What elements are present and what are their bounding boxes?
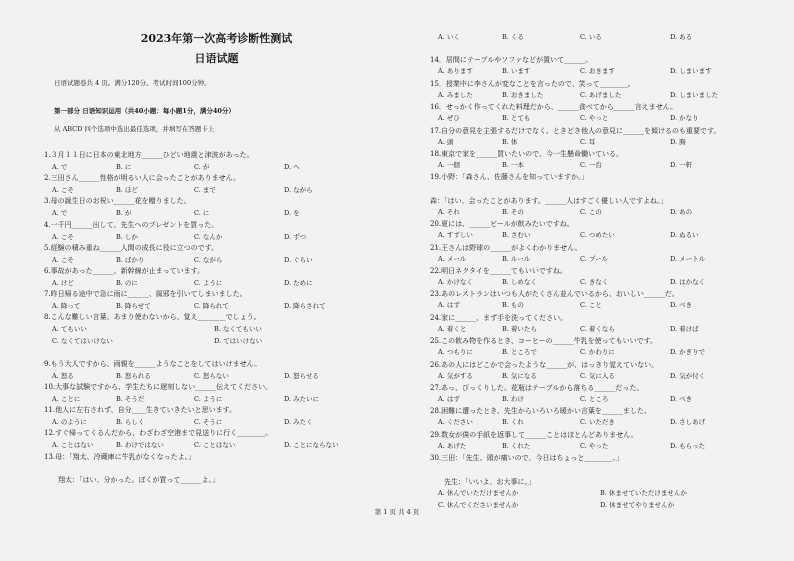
answer-option: D. しまいました (670, 90, 719, 99)
answer-option: C. いただき (580, 418, 615, 427)
question-text: 8.こんな難しい言葉、あまり使わないから、覚え________でしょう。 (44, 313, 261, 322)
answer-option: C. 気に入る (580, 371, 615, 380)
question-text: 9.もう大人ですから、両親を______ようなことをしてはいけません。 (44, 359, 262, 368)
answer-option: A. はず (438, 301, 460, 310)
answer-option: C. おきます (580, 67, 615, 76)
question-text: 29.数女が僕の手紙を返事して______ことはほとんどありません。 (430, 430, 638, 439)
answer-option: B. しめなく (502, 278, 537, 286)
question-text: 14．居間にテーブルやソファなどが置いて______。 (430, 56, 593, 65)
answer-option: B. います (502, 67, 531, 76)
answer-option: C. そうに (194, 418, 223, 427)
answer-option: B. ばかり (116, 255, 145, 264)
instruction: 从 ABCD 四个选项中选出最佳选项，并填写在答题卡上 (54, 125, 215, 133)
answer-option: A. メール (438, 254, 467, 263)
exam-meta: 日语试题卷共 4 页。满分120分。考试时间100分钟。 (54, 79, 211, 87)
question-text: 22.明日ネクタイを______てもいいですね。 (430, 267, 567, 275)
question-text: 16．せっかく作ってくれた料理だから、______食べてから______言えません。 (430, 103, 678, 112)
answer-option: D. ながら (284, 186, 313, 195)
subject-title: 日语试题 (194, 52, 239, 65)
answer-option: A. かけなく (438, 278, 473, 286)
answer-option: B. 休ませていただけませんか (600, 488, 687, 497)
answer-option: B. くる (502, 33, 524, 41)
answer-option: A. 一個 (438, 161, 460, 169)
answer-option: D. メートル (670, 254, 706, 263)
answer-option: C. なくてはいけない (52, 336, 113, 345)
answer-option: A. 休んでいただけませんか (438, 488, 519, 497)
answer-option: D. さしあげ (670, 418, 706, 427)
answer-option: C. やっと (580, 114, 609, 123)
answer-option: B. その (502, 207, 524, 216)
answer-option: C. ことはない (194, 441, 236, 450)
answer-option: C. プール (580, 254, 609, 263)
answer-option: D. てはいけない (214, 336, 263, 345)
answer-option: C. ところ (580, 395, 609, 403)
answer-option: C. あげました (580, 90, 622, 99)
answer-option: B. 一本 (502, 161, 524, 169)
answer-option: A. こそ (52, 186, 74, 195)
answer-option: C. この (580, 207, 602, 216)
question-text: 13.母：「翔太、冷蔵庫に牛乳がなくなったよ。」 (44, 452, 196, 461)
question-text: 26.あの人にはどこかで会ったような______が、はっきり覚えていない。 (430, 360, 659, 369)
answer-option: A. こそ (52, 255, 74, 264)
answer-option: C. やった (580, 441, 609, 450)
answer-option: C. きなく (580, 278, 609, 286)
question-text: 先生：「いいよ、お大事に。」 (430, 477, 535, 486)
answer-option: B. とても (502, 114, 531, 123)
question-text: 4.一千円______出して、先生へのプレゼントを買った。 (44, 220, 219, 229)
answer-option: B. しか (116, 232, 138, 241)
answer-option: D. あの (670, 207, 693, 216)
answer-option: C. いる (580, 33, 602, 41)
question-text: 5.経験の積み重ね______人間の成長に役に立つのです。 (44, 243, 219, 252)
answer-option: B. さむい (502, 231, 531, 240)
answer-option: C. に (194, 209, 210, 218)
question-text: 6.事故があった______、新幹線が止まっています。 (44, 267, 205, 275)
answer-option: D. もらった (670, 441, 706, 450)
answer-option: C. つめたい (580, 231, 615, 240)
question-text: 3.母の誕生日のお祝い______花を贈りました。 (44, 197, 191, 206)
answer-option: A. けど (52, 279, 74, 287)
answer-option: C. 一台 (580, 161, 602, 169)
answer-option: D. へ (284, 163, 300, 171)
answer-option: B. わけ (502, 395, 524, 403)
answer-option: A. こそ (52, 232, 74, 241)
answer-option: D. ぬるい (670, 231, 699, 240)
answer-option: C. 着くなら (580, 324, 615, 333)
answer-option: D. べき (670, 395, 693, 403)
question-text: 25.この飲み物を作るとき、コーヒーの______牛乳を使ってもいいです。 (430, 337, 658, 346)
answer-option: D. かなり (670, 114, 699, 123)
answer-option: C. 怒らない (194, 371, 229, 380)
answer-option: D. みたいに (284, 395, 320, 403)
answer-option: A. で (52, 163, 68, 171)
answer-option: D. ために (284, 279, 313, 287)
answer-option: A. ことに (52, 395, 81, 403)
question-text: 21.王さんは野球の______がよくわかりません。 (430, 243, 582, 252)
answer-option: C. まで (194, 186, 216, 195)
answer-option: D. はかなく (670, 278, 706, 286)
answer-option: B. 降らせて (116, 302, 151, 311)
answer-option: D. べき (670, 301, 693, 310)
answer-option: B. もの (502, 301, 524, 310)
question-text: 2.三田さん______性格が明るい人に会ったことがありません。 (44, 174, 241, 183)
answer-option: A. 怒る (52, 371, 74, 380)
answer-option: A. いく (438, 33, 460, 41)
answer-option: A. それ (438, 207, 460, 216)
answer-option: C. ながら (194, 255, 223, 264)
answer-option: B. わけではない (116, 441, 164, 450)
answer-option: B. 怒られる (116, 371, 151, 380)
answer-option: A. つもりに (438, 348, 473, 357)
question-text: 森：「はい、会ったことがあります。______人はすごく優しい人ですよね。」 (430, 196, 668, 205)
answer-option: A. のように (52, 418, 87, 427)
answer-option: A. ください (438, 418, 473, 427)
answer-option: B. くれ (502, 418, 524, 427)
question-text: 27.あっ、びっくりした。花瓶はテーブルから落ちる______だった。 (430, 384, 644, 392)
question-text: 23.あのレストランはいつも人がたくさん並んでいるから、おいしい______だ。 (430, 290, 679, 299)
answer-option: A. てもいい (52, 325, 87, 334)
answer-option: B. 着いたら (502, 324, 537, 333)
answer-option: D. 怒らせる (284, 371, 319, 380)
page-footer: 第 1 页 共 4 页 (374, 508, 420, 516)
question-text: 15．授業中に李さんが変なことを言ったので、笑って________。 (430, 79, 635, 88)
answer-option: B. ところで (502, 348, 537, 357)
question-text: 20.夏には、______ビールが飲みたいですね。 (430, 220, 574, 229)
answer-option: A. すずしい (438, 231, 473, 240)
answer-option: A. 降って (52, 302, 81, 311)
answer-option: A. ぜひ (438, 114, 460, 123)
answer-option: C. なんか (194, 232, 223, 241)
question-text: 17.自分の意見を主張するだけでなく、ときどき他人の意見に______を傾けるのも重要です。 (430, 126, 721, 135)
question-text: 18.東京で家を______買いたいので、今一生懸命働いている。 (430, 150, 623, 158)
answer-option: A. ことはない (52, 441, 94, 450)
answer-option: C. こと (580, 301, 602, 310)
answer-option: A. あります (438, 67, 473, 76)
part-heading: 第一部分 日语知识运用（共40小题：每小题1分，满分40分） (54, 107, 235, 115)
answer-option: A. 頭 (438, 137, 454, 146)
answer-option: B. に (116, 163, 132, 171)
answer-option: D. ことにならない (284, 441, 339, 450)
answer-option: A. あげた (438, 441, 467, 450)
answer-option: D. みたく (284, 418, 313, 427)
answer-option: D. かぎりで (670, 348, 706, 357)
answer-option: C. 耳 (580, 137, 596, 146)
answer-option: A. はず (438, 395, 460, 403)
question-text: 7.昨日帰る途中で急に雨に______、風邪を引いてしまいました。 (44, 290, 247, 299)
answer-option: D. しまいます (670, 67, 712, 76)
answer-option: D. ぐらい (284, 255, 313, 264)
question-text: 10.大事な試験ですから、学生たちに遅刻しない______伝えてください。 (44, 383, 273, 391)
answer-option: C. 休んでくださいませんか (438, 501, 519, 509)
answer-option: B. ほど (116, 186, 138, 195)
answer-option: D. 休ませてやりませんか (600, 501, 675, 509)
answer-option: D. 降らされて (284, 302, 326, 311)
question-text: 11.他人に左右されず、自分____生きていきたいと思います。 (44, 406, 237, 415)
answer-option: B. そうだ (116, 395, 145, 403)
answer-option: B. が (116, 209, 132, 218)
answer-option: B. おきました (502, 90, 544, 99)
question-text: 24.家に______、まず手を洗ってください。 (430, 313, 568, 322)
answer-option: D. ずつ (284, 232, 307, 241)
answer-option: B. のに (116, 279, 138, 287)
answer-option: C. 降られて (194, 302, 229, 311)
answer-option: D. を (284, 209, 300, 218)
answer-option: A. 着くと (438, 324, 467, 333)
answer-option: A. みました (438, 90, 473, 99)
question-text: 19.小野：「森さん、佐藤さんを知っていますか。」 (430, 173, 589, 182)
exam-title: 2023年第一次高考诊断性测试 (140, 32, 293, 45)
answer-option: D. 一軒 (670, 161, 693, 169)
answer-option: B. 体 (502, 137, 518, 146)
answer-option: D. 気が付く (670, 371, 706, 380)
answer-option: A. 気がする (438, 371, 473, 380)
question-text: 翔太：「はい、分かった。ぼくが買って______よ。」 (44, 475, 219, 484)
answer-option: B. ルール (502, 254, 531, 263)
answer-option: B. 気になる (502, 371, 537, 380)
answer-option: D. 着けば (670, 324, 699, 333)
answer-option: A. で (52, 209, 68, 218)
question-text: 30.三田：「先生、頭が痛いので、今日はちょっと________。」 (430, 454, 623, 463)
answer-option: D. ある (670, 33, 693, 41)
answer-option: C. が (194, 163, 210, 171)
answer-option: B. なくてもいい (214, 325, 262, 334)
answer-option: B. らしく (116, 418, 145, 427)
question-text: 1.３月１１日に日本の東北地方______ひどい地震と津波があった。 (44, 151, 254, 159)
answer-option: C. ように (194, 395, 223, 403)
answer-option: C. ように (194, 279, 223, 287)
question-text: 28.困難に遭ったとき、先生からいろいろ暖かい言葉を______ました。 (430, 407, 651, 416)
answer-option: C. かわりに (580, 348, 615, 357)
answer-option: D. 胸 (670, 137, 686, 146)
question-text: 12.すぐ帰ってくるんだから、わざわざ空港まで見送りに行く________。 (44, 429, 273, 438)
answer-option: B. くれた (502, 441, 531, 450)
